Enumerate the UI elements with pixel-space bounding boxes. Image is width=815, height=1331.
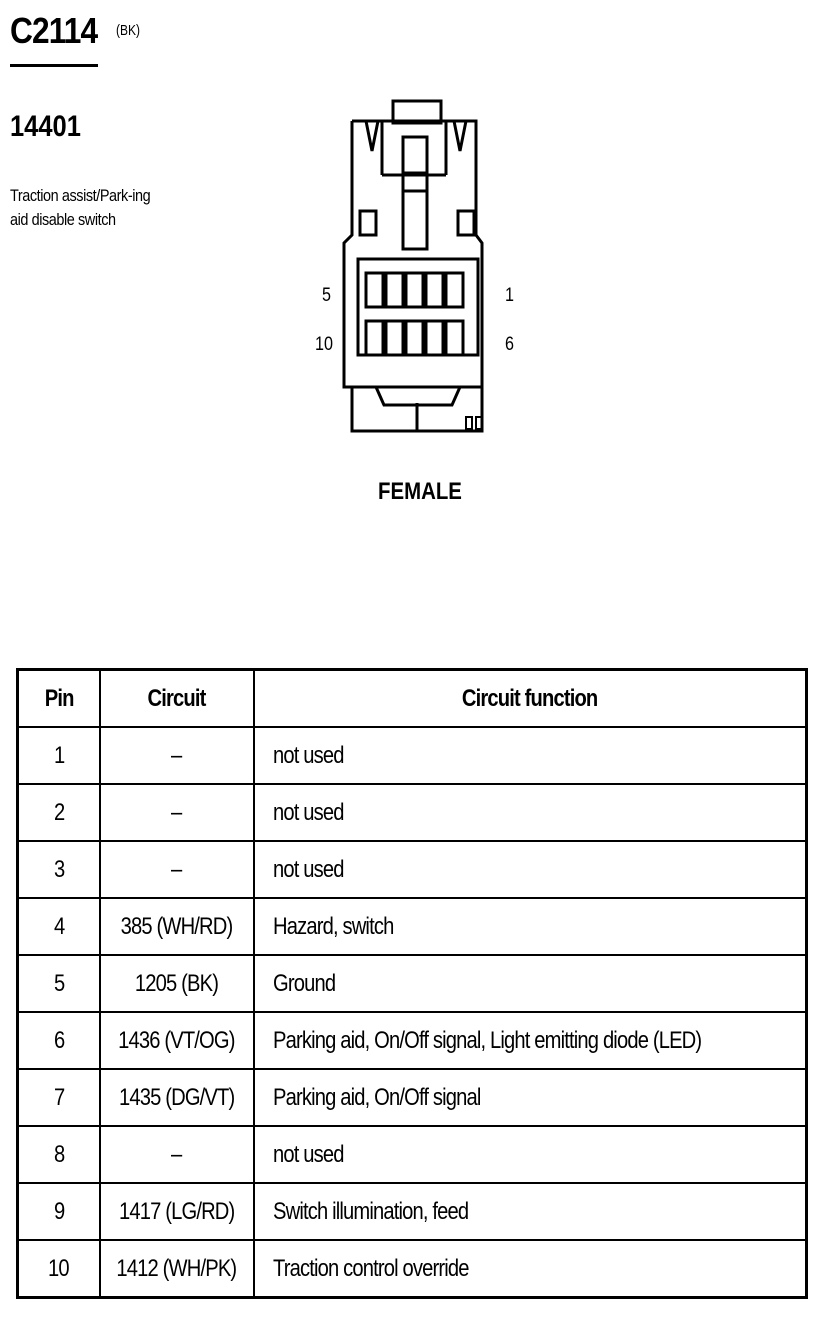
pin-table xyxy=(16,668,808,1299)
table-row xyxy=(18,1126,807,1183)
function-cell: not used xyxy=(254,727,807,784)
header-circuit: Circuit xyxy=(100,670,254,728)
circuit-cell: 1417 (LG/RD) xyxy=(100,1183,254,1240)
circuit-cell: – xyxy=(100,784,254,841)
pin-label-bottom-right: 6 xyxy=(505,334,514,355)
table-row xyxy=(18,1240,807,1298)
function-cell: Hazard, switch xyxy=(254,898,807,955)
table-row xyxy=(18,784,807,841)
component-description: Traction assist/Park-ing aid disable switch xyxy=(10,186,151,229)
function-cell: Parking aid, On/Off signal, Light emitting diode (LED) xyxy=(254,1012,807,1069)
pin-label-top-left: 5 xyxy=(322,285,331,306)
circuit-cell: 1205 (BK) xyxy=(100,955,254,1012)
table-row xyxy=(18,1012,807,1069)
title-underline xyxy=(10,64,98,67)
circuit-cell: 1412 (WH/PK) xyxy=(100,1240,254,1298)
circuit-cell: – xyxy=(100,841,254,898)
function-cell: not used xyxy=(254,841,807,898)
table-header-row xyxy=(18,670,807,728)
function-cell: Traction control override xyxy=(254,1240,807,1298)
pin-cell: 2 xyxy=(18,784,100,841)
circuit-cell: – xyxy=(100,727,254,784)
table-row xyxy=(18,1183,807,1240)
function-cell: Switch illumination, feed xyxy=(254,1183,807,1240)
pin-cell: 1 xyxy=(18,727,100,784)
pin-cell: 3 xyxy=(18,841,100,898)
table-row xyxy=(18,727,807,784)
table-row xyxy=(18,1069,807,1126)
header-pin: Pin xyxy=(18,670,100,728)
table-row xyxy=(18,898,807,955)
header-circuit-function: Circuit function xyxy=(254,670,807,728)
pin-cell: 8 xyxy=(18,1126,100,1183)
function-cell: Parking aid, On/Off signal xyxy=(254,1069,807,1126)
pin-cell: 9 xyxy=(18,1183,100,1240)
part-number: 14401 xyxy=(10,110,81,143)
pin-label-top-right: 1 xyxy=(505,285,514,306)
circuit-cell: 385 (WH/RD) xyxy=(100,898,254,955)
table-row xyxy=(18,955,807,1012)
pin-cell: 4 xyxy=(18,898,100,955)
pin-cell: 10 xyxy=(18,1240,100,1298)
function-cell: Ground xyxy=(254,955,807,1012)
pin-cell: 6 xyxy=(18,1012,100,1069)
connector-face-drawing xyxy=(300,95,540,440)
pin-label-bottom-left: 10 xyxy=(315,334,333,355)
circuit-cell: – xyxy=(100,1126,254,1183)
connector-gender-label: FEMALE xyxy=(378,478,462,505)
circuit-cell: 1436 (VT/OG) xyxy=(100,1012,254,1069)
connector-id: C2114 xyxy=(10,10,98,51)
function-cell: not used xyxy=(254,1126,807,1183)
function-cell: not used xyxy=(254,784,807,841)
color-code: (BK) xyxy=(116,22,140,39)
circuit-cell: 1435 (DG/VT) xyxy=(100,1069,254,1126)
table-row xyxy=(18,841,807,898)
pin-cell: 7 xyxy=(18,1069,100,1126)
pin-cell: 5 xyxy=(18,955,100,1012)
